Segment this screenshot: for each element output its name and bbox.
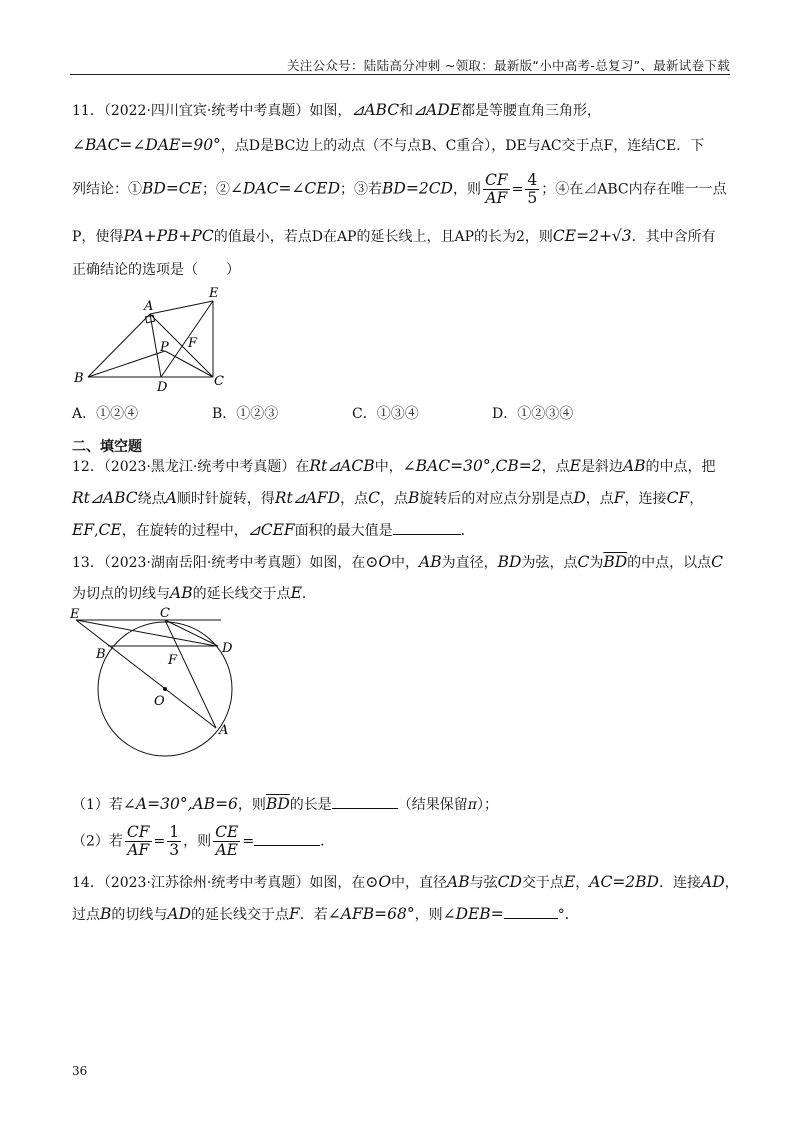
q13-text: 为直径， [441, 555, 498, 571]
q13-math: C [577, 553, 590, 571]
q12-line-3 [72, 520, 475, 540]
q11-text: ，点D是BC边上的动点（不与点B、C重合），DE与AC交于点F，连结CE．下 [220, 138, 705, 154]
q13-math: C [711, 553, 724, 571]
q11-text: 的值最小，若点D在AP的延长线上，且AP的长为2，则 [213, 229, 553, 245]
q12-text: 的中点，把 [645, 459, 716, 475]
q14-text: ．若 [299, 907, 328, 923]
q12-math: B [407, 489, 420, 507]
header-text: 关注公众号：陆陆高分冲刺 ~领取：最新版“小中高考-总复习”、最新试卷下载 [286, 58, 730, 73]
q13-text: 中， [391, 555, 420, 571]
q11-math: ⊿ADE [413, 101, 461, 119]
label-e: E [70, 607, 80, 622]
q13-math: BD [497, 553, 522, 571]
q12-line-2 [72, 488, 703, 508]
segment-de [161, 301, 213, 377]
q12-math: CF [666, 489, 690, 507]
q14-math: ⊙O [365, 873, 392, 891]
q14-text: 14．（2023·江苏徐州·统考中考真题）如图，在 [72, 875, 366, 891]
q12-math: A [165, 489, 177, 507]
q13-math: π [467, 797, 477, 813]
q11-text: ；④在⊿ABC内存在唯一一点 [541, 181, 727, 198]
q12-math: Rt⊿AFD [274, 489, 341, 507]
q13-text: ）； [476, 797, 498, 813]
segment-ba [88, 314, 150, 377]
q12-text: 是斜边 [580, 459, 623, 475]
q14-math: ∠AFB=68° [327, 905, 415, 923]
q13-text: ，则 [183, 833, 212, 850]
fraction-cf-af [125, 824, 152, 859]
q12-text: 中， [374, 459, 403, 475]
denominator: AF [485, 189, 508, 207]
q11-text: ，则 [453, 181, 481, 198]
option-c: C．①③④ [352, 406, 419, 422]
segment-ca [165, 620, 216, 728]
q13-text: 为 [589, 555, 604, 571]
label-c: C [160, 606, 170, 621]
q11-line-3 [72, 172, 727, 207]
q13-text: 的长是 [289, 797, 332, 813]
q12-text: ，点 [541, 459, 570, 475]
q14-text: 的延长线交于点 [191, 907, 290, 923]
q14-text: ．连接 [659, 875, 701, 891]
page-number: 36 [72, 1064, 88, 1078]
q13-math: AB [419, 553, 442, 571]
label-f: F [168, 653, 178, 668]
q12-text: ，点 [585, 491, 614, 507]
denominator: AE [215, 841, 238, 859]
q14-math: CD [497, 873, 522, 891]
q13-text: （结果保留 [397, 797, 468, 813]
q14-math: E [563, 873, 576, 891]
q14-math: ∠DEB= [442, 905, 504, 923]
label-o: O [154, 694, 165, 709]
segment-bp [88, 351, 165, 377]
right-angle-mark [145, 315, 154, 323]
page-header [70, 56, 730, 75]
q13-text: （2）若 [72, 833, 123, 850]
answer-blank[interactable] [332, 796, 398, 809]
q11-text: 正确结论的选项是（ ） [72, 262, 240, 278]
segment-ae [150, 301, 213, 314]
center-point [163, 687, 167, 691]
q14-text: 的切线与 [111, 907, 168, 923]
q11-text: ；② [201, 181, 230, 198]
q12-text: ，连接 [624, 491, 667, 507]
label-d: D [222, 641, 233, 656]
numerator: CF [126, 823, 150, 841]
q14-math: B [100, 905, 112, 923]
q13-line-2 [72, 583, 316, 603]
q12-text: 12．（2023·黑龙江·统考中考真题）在 [72, 459, 310, 475]
q11-math: BD=2CD [382, 179, 453, 198]
q12-text: ，点 [379, 491, 408, 507]
q12-text: 绕点 [137, 491, 166, 507]
q13-text: = [153, 833, 166, 850]
q14-line-2 [72, 904, 579, 924]
segment-e-circle [76, 620, 216, 646]
label-b: B [74, 371, 84, 386]
q12-math: AB [622, 457, 646, 475]
q14-math: AB [447, 873, 470, 891]
q13-text: ． [320, 833, 335, 850]
q13-part-1 [72, 794, 498, 814]
label-d: D [157, 380, 168, 395]
denominator: AF [127, 841, 150, 859]
q12-math: E [569, 457, 581, 475]
segment-pc [165, 351, 213, 377]
q13-math: ∠A=30°,AB=6 [122, 795, 238, 813]
q12-text: , [94, 523, 99, 539]
q13-text: ． [301, 586, 316, 602]
q14-text: ， [575, 875, 590, 891]
q12-math: EF [72, 521, 95, 539]
option-a: A．①②④ [72, 406, 139, 422]
q14-math: AC=2BD [589, 873, 659, 891]
q13-text: = [242, 833, 255, 850]
q11-line-4 [72, 226, 716, 246]
q12-math: Rt⊿ACB [309, 457, 375, 475]
section-title: 二、填空题 [72, 439, 142, 455]
q14-text: ，则 [414, 907, 443, 923]
q13-arc-bd: $\overline{BD}$ [603, 553, 628, 571]
q13-text: 的延长线交于点 [192, 586, 291, 602]
option-d: D．①②③④ [492, 406, 574, 422]
answer-blank[interactable] [504, 906, 558, 919]
label-e: E [209, 286, 219, 301]
q12-math: Rt⊿ABC [72, 489, 138, 507]
q14-text: 与弦 [469, 875, 498, 891]
q12-math: ∠BAC=30°,CB=2 [402, 457, 542, 475]
numerator: 1 [169, 823, 180, 841]
q13-text: 为弦，点 [521, 555, 578, 571]
q14-text: 过点 [72, 907, 100, 923]
answer-blank[interactable] [393, 522, 461, 535]
q11-text: ．其中含所有 [631, 229, 716, 245]
label-p: P [160, 340, 169, 355]
q14-text: °． [557, 907, 579, 923]
q13-text: （1）若 [72, 797, 123, 813]
q13-figure [66, 606, 246, 766]
q13-math: AB [170, 584, 193, 602]
q11-line-1 [72, 100, 601, 120]
fraction-ce-ae [213, 824, 240, 859]
numerator: 4 [527, 171, 538, 189]
q11-figure [70, 285, 240, 395]
q11-text: 和 [399, 103, 414, 119]
answer-blank[interactable] [254, 833, 320, 846]
q14-text: 交于点 [521, 875, 564, 891]
q11-math: CE=2+√3 [552, 227, 632, 245]
q12-math: CE [98, 521, 122, 539]
q11-text: = [511, 181, 524, 198]
numerator: CF [485, 171, 508, 189]
q13-text: ，则 [237, 797, 266, 813]
q13-math: E [290, 584, 302, 602]
q11-math: BD=CE [142, 179, 202, 198]
q12-text: ． [460, 523, 475, 539]
q14-text: 中，直径 [391, 875, 448, 891]
q12-text: 面积的最大值是 [294, 523, 393, 539]
denominator: 3 [169, 841, 180, 859]
q13-line-1 [72, 552, 723, 572]
q12-text: ，点 [340, 491, 369, 507]
q11-text: ；③若 [340, 181, 383, 198]
q13-text: 为切点的切线与 [72, 586, 170, 602]
q14-text: ， [724, 875, 739, 891]
segment-ea [76, 620, 216, 728]
q11-text: P，使得 [72, 229, 124, 245]
q12-math: ⊿CEF [247, 521, 295, 539]
option-b: B．①②③ [212, 406, 279, 422]
q14-line-1 [72, 872, 739, 892]
q11-math: ∠BAC=∠DAE=90° [72, 136, 221, 154]
q14-math: AD [701, 873, 725, 891]
q12-math: D [573, 489, 586, 507]
q11-line-2 [72, 135, 704, 155]
q13-math: ⊙O [365, 553, 392, 571]
q12-line-1 [72, 456, 716, 476]
q11-text: 列结论：① [72, 181, 142, 198]
q12-text: 旋转后的对应点分别是点 [419, 491, 574, 507]
label-a: A [144, 299, 154, 314]
label-f: F [188, 336, 198, 351]
q11-text: 都是等腰直角三角形， [461, 103, 601, 119]
q12-text: ，在旋转的过程中， [121, 523, 248, 539]
denominator: 5 [527, 189, 538, 207]
q13-text: 的中点，以点 [627, 555, 712, 571]
segment-cd [165, 620, 218, 646]
q11-text: 11．（2022·四川宜宾·统考中考真题）如图， [72, 103, 352, 119]
fraction-cf-af [483, 172, 510, 207]
q12-text: ， [689, 491, 704, 507]
q13-part-2 [72, 824, 334, 859]
fraction-4-5 [525, 172, 539, 207]
label-c: C [214, 374, 224, 389]
q11-line-5 [72, 259, 240, 279]
numerator: CE [215, 823, 239, 841]
q13-text: 13．（2023·湖南岳阳·统考中考真题）如图，在 [72, 555, 366, 571]
q11-math: ⊿ABC [351, 101, 400, 119]
fraction-1-3 [167, 824, 181, 859]
q11-math: PA+PB+PC [123, 227, 214, 245]
q14-math: F [289, 905, 300, 923]
q14-math: AD [167, 905, 192, 923]
q11-math: ∠DAC=∠CED [229, 179, 341, 198]
q12-math: C [368, 489, 380, 507]
q12-text: 顺时针旋转，得 [176, 491, 275, 507]
q12-math: F [613, 489, 625, 507]
label-b: B [96, 647, 106, 662]
q13-arc-bd: $\overline{BD}$ [265, 795, 290, 813]
label-a: A [219, 723, 229, 738]
